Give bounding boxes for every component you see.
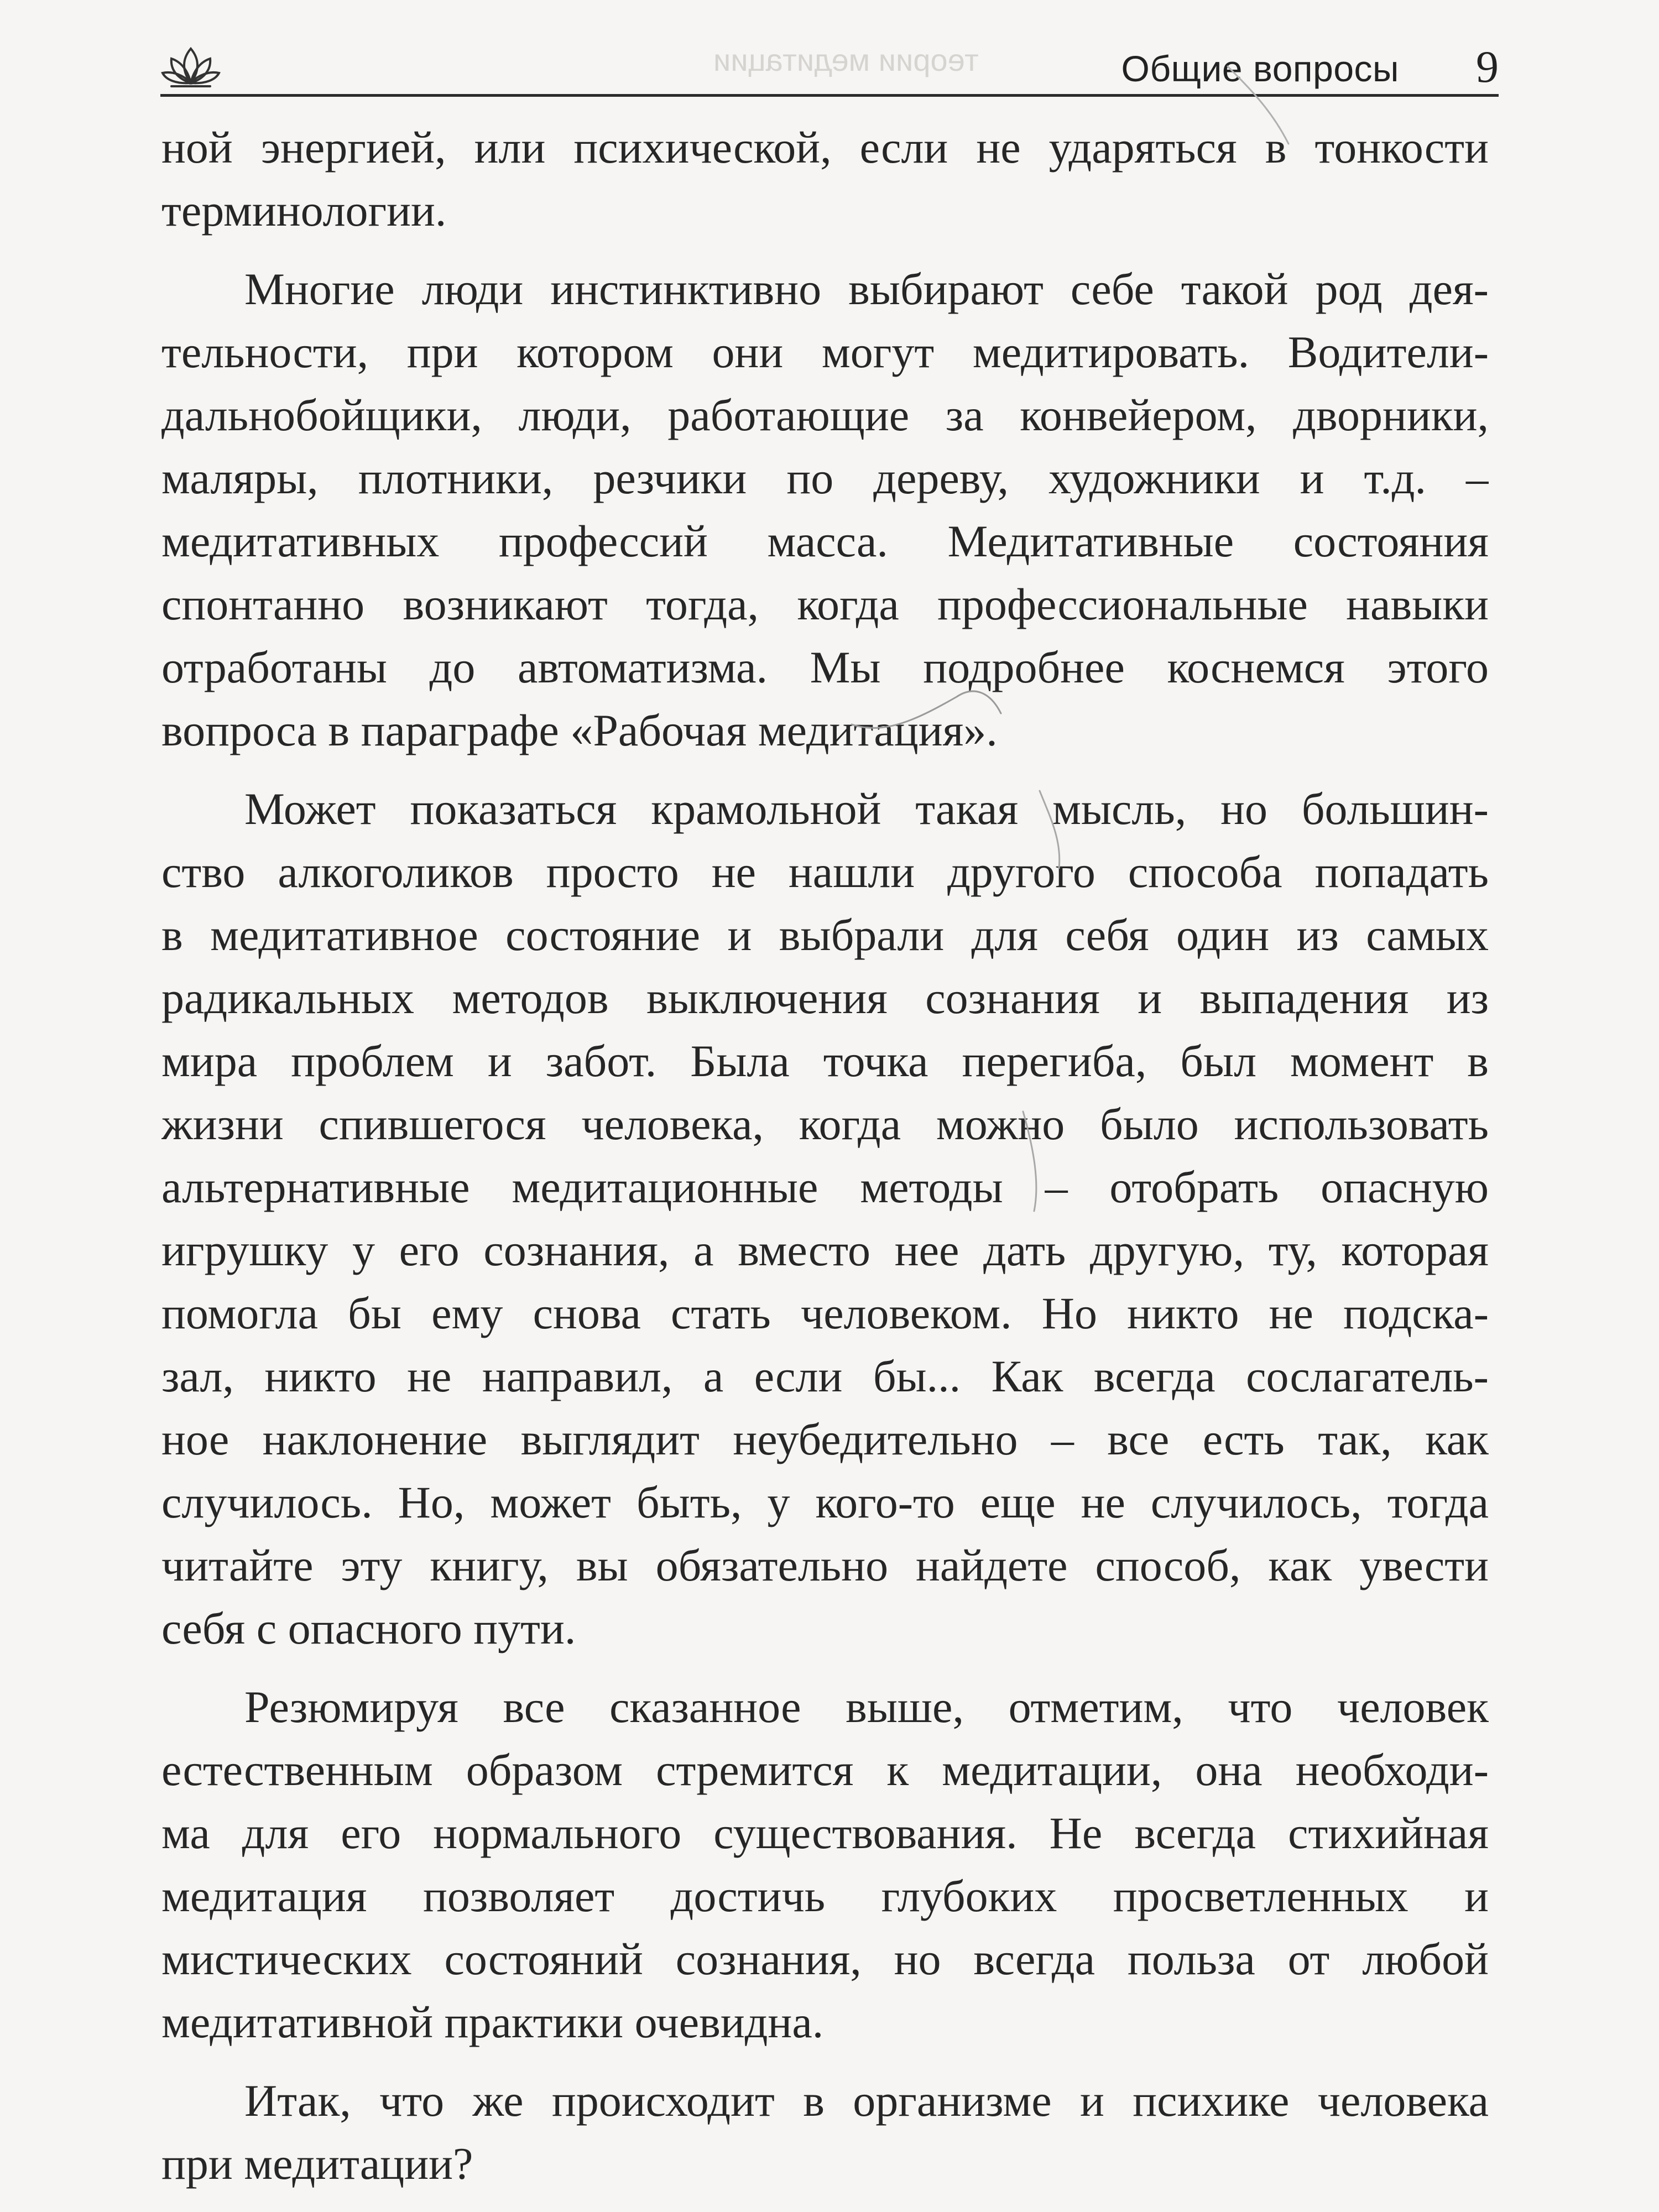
- text-line: терминологии.: [161, 185, 447, 236]
- text-line: помогла бы ему снова стать человеком. Но никто не подска-: [161, 1288, 1489, 1338]
- text-line: игрушку у его сознания, а вместо нее дать другую, ту, которая: [161, 1225, 1489, 1275]
- text-line: мистических состояний сознания, но всегда польза от любой: [161, 1934, 1489, 1984]
- text-line: альтернативные медитационные методы – отобрать опасную: [161, 1162, 1489, 1212]
- text-line: вопроса в параграфе «Рабочая медитация».: [161, 705, 998, 755]
- bleed-through-text: теории медитации: [713, 43, 979, 77]
- page-number: 9: [1476, 41, 1499, 92]
- text-line: Многие люди инстинктивно выбирают себе такой род дея-: [244, 264, 1489, 314]
- text-line: медитативных профессий масса. Медитативные состояния: [161, 516, 1489, 566]
- paragraph: [161, 2069, 1489, 2195]
- text-line: спонтанно возникают тогда, когда профессиональные навыки: [161, 579, 1489, 629]
- text-line: ма для его нормального существования. Не всегда стихийная: [161, 1808, 1489, 1858]
- text-line: Итак, что же происходит в организме и психике человека: [244, 2075, 1489, 2126]
- text-line: естественным образом стремится к медитации, она необходи-: [161, 1745, 1489, 1795]
- text-line: радикальных методов выключения сознания и выпадения из: [161, 973, 1489, 1023]
- text-line: жизни спившегося человека, когда можно было использовать: [161, 1099, 1489, 1149]
- text-line: ной энергией, или психической, если не ударяться в тонкости: [161, 122, 1489, 173]
- lotus-ornament-icon: [160, 39, 221, 88]
- text-line: в медитативное состояние и выбрали для себя один из самых: [161, 910, 1489, 960]
- paragraph: [161, 258, 1489, 762]
- text-line: Может показаться крамольной такая мысль, но большин-: [244, 784, 1489, 834]
- text-line: дальнобойщики, люди, работающие за конвейером, дворники,: [161, 390, 1489, 440]
- running-header: [160, 39, 1499, 100]
- text-line: маляры, плотники, резчики по дереву, художники и т.д. –: [161, 453, 1489, 503]
- text-line: тельности, при котором они могут медитировать. Водители-: [161, 327, 1489, 377]
- text-line: мира проблем и забот. Была точка перегиба, был момент в: [161, 1036, 1489, 1086]
- text-line: медитативной практики очевидна.: [161, 1997, 824, 2047]
- text-line: отработаны до автоматизма. Мы подробнее коснемся этого: [161, 642, 1489, 692]
- text-line: Резюмируя все сказанное выше, отметим, что человек: [244, 1682, 1489, 1732]
- text-line: себя с опасного пути.: [161, 1603, 576, 1653]
- section-title: Общие вопросы: [1121, 48, 1399, 89]
- body-text: [161, 116, 1489, 2195]
- text-line: случилось. Но, может быть, у кого-то еще не случилось, тогда: [161, 1477, 1489, 1527]
- header-divider: [160, 94, 1499, 97]
- text-line: ство алкоголиков просто не нашли другого способа попадать: [161, 847, 1489, 897]
- paragraph: [161, 1676, 1489, 2054]
- paragraph: [161, 778, 1489, 1660]
- text-line: зал, никто не направил, а если бы... Как всегда сослагатель-: [161, 1351, 1489, 1401]
- text-line: ное наклонение выглядит неубедительно – все есть так, как: [161, 1414, 1489, 1464]
- paragraph: [161, 116, 1489, 242]
- text-line: медитация позволяет достичь глубоких просветленных и: [161, 1871, 1489, 1921]
- text-line: при медитации?: [161, 2138, 473, 2189]
- text-line: читайте эту книгу, вы обязательно найдете способ, как увести: [161, 1540, 1489, 1590]
